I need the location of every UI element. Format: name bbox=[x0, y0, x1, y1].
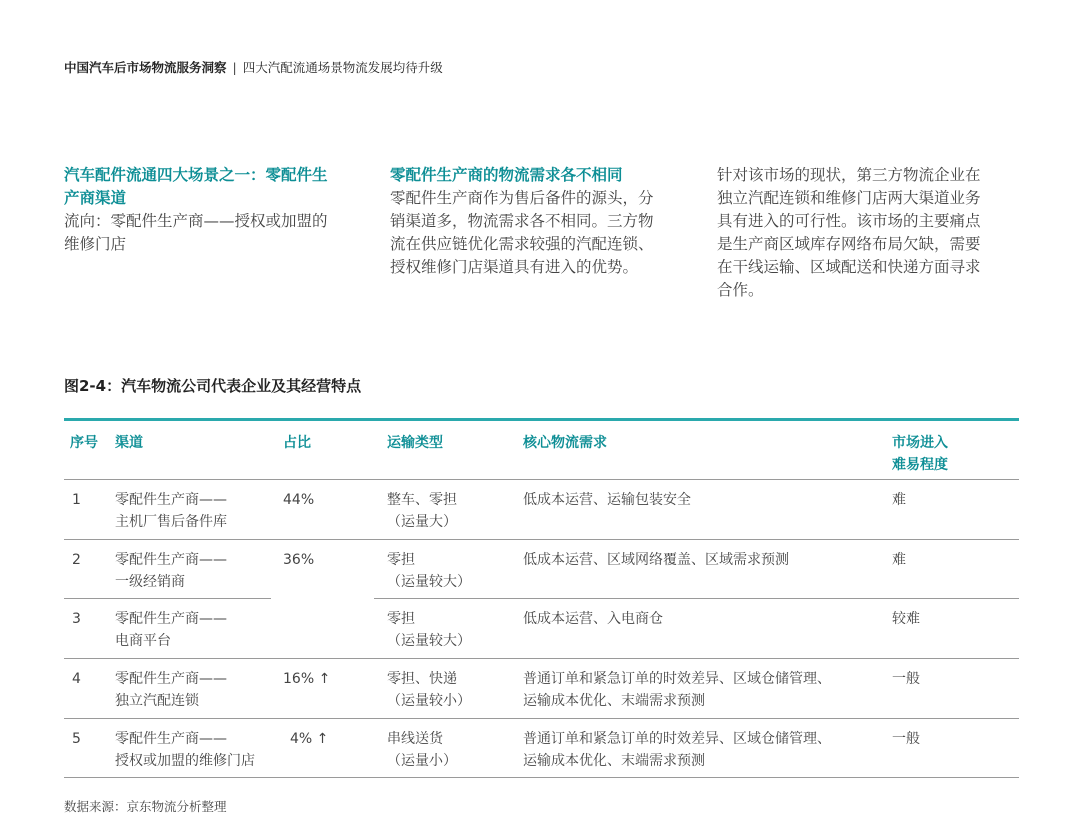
data-source-note: 数据来源：京东物流分析整理 bbox=[64, 799, 227, 814]
row1-transport-line1: 整车、零担 bbox=[387, 492, 457, 508]
table-top-rule bbox=[64, 418, 1019, 421]
row4-channel-line1: 零配件生产商—— bbox=[115, 671, 227, 687]
col3-line1: 针对该市场的现状，第三方物流企业在 bbox=[717, 166, 981, 184]
row4-transport-line1: 零担、快递 bbox=[387, 671, 457, 687]
col2-line2: 销渠道多，物流需求各不相同。三方物 bbox=[390, 212, 654, 230]
row2-rule-right bbox=[374, 598, 1019, 599]
header-no: 序号 bbox=[70, 435, 98, 451]
row4-demand-line1: 普通订单和紧急订单的时效差异、区域仓储管理、 bbox=[523, 671, 831, 687]
col1-heading-line1: 汽车配件流通四大场景之一：零配件生 bbox=[64, 166, 328, 184]
row4-demand bbox=[523, 668, 831, 712]
row5-transport-line1: 串线送货 bbox=[387, 731, 443, 747]
row2-transport-line2: （运量较大） bbox=[387, 574, 471, 590]
col3-line2: 独立汽配连锁和维修门店两大渠道业务 bbox=[717, 189, 981, 207]
page-header bbox=[64, 58, 443, 76]
header-transport: 运输类型 bbox=[387, 435, 443, 451]
row1-no: 1 bbox=[72, 492, 81, 508]
row3-channel-line2: 电商平台 bbox=[115, 633, 171, 649]
col1-line1: 流向：零配件生产商——授权或加盟的 bbox=[64, 212, 328, 230]
row2-channel-line2: 一级经销商 bbox=[115, 574, 185, 590]
row3-transport-line2: （运量较大） bbox=[387, 633, 471, 649]
header-entry-line1: 市场进入 bbox=[892, 435, 948, 451]
col1-heading-line2: 产商渠道 bbox=[64, 189, 127, 207]
table-header-rule bbox=[64, 479, 1019, 480]
row4-share: 16% ↑ bbox=[283, 671, 331, 687]
row1-transport-line2: （运量大） bbox=[387, 514, 457, 530]
row2-channel bbox=[115, 549, 227, 593]
row1-channel bbox=[115, 489, 227, 533]
row5-rule bbox=[64, 777, 1019, 778]
header-entry-line2: 难易程度 bbox=[892, 457, 948, 473]
row4-no: 4 bbox=[72, 671, 81, 687]
row2-rule-left bbox=[64, 598, 271, 599]
row2-channel-line1: 零配件生产商—— bbox=[115, 552, 227, 568]
row5-entry: 一般 bbox=[892, 731, 920, 747]
row1-rule bbox=[64, 539, 1019, 540]
header-share: 占比 bbox=[283, 435, 311, 451]
row2-share: 36% bbox=[283, 552, 315, 568]
header-separator: | bbox=[232, 60, 237, 75]
col1-heading bbox=[64, 164, 364, 210]
report-title: 中国汽车后市场物流服务洞察 bbox=[64, 60, 227, 75]
row3-no: 3 bbox=[72, 611, 81, 627]
row1-channel-line2: 主机厂售后备件库 bbox=[115, 514, 227, 530]
row4-transport bbox=[387, 668, 471, 712]
col3-line5: 在干线运输、区域配送和快递方面寻求 bbox=[717, 258, 981, 276]
row3-entry: 较难 bbox=[892, 611, 920, 627]
col2-body bbox=[390, 187, 690, 279]
row3-channel-line1: 零配件生产商—— bbox=[115, 611, 227, 627]
row5-transport-line2: （运量小） bbox=[387, 753, 457, 769]
row2-entry: 难 bbox=[892, 552, 906, 568]
figure-title: 图2-4：汽车物流公司代表企业及其经营特点 bbox=[64, 377, 362, 395]
col2-heading: 零配件生产商的物流需求各不相同 bbox=[390, 166, 623, 184]
header-demand: 核心物流需求 bbox=[523, 435, 607, 451]
row2-transport-line1: 零担 bbox=[387, 552, 415, 568]
row5-share: 4% ↑ bbox=[290, 731, 329, 747]
col2-line1: 零配件生产商作为售后备件的源头，分 bbox=[390, 189, 654, 207]
col3-line3: 具有进入的可行性。该市场的主要痛点 bbox=[717, 212, 981, 230]
row1-channel-line1: 零配件生产商—— bbox=[115, 492, 227, 508]
row5-channel bbox=[115, 728, 255, 772]
col3-line4: 是生产商区域库存网络布局欠缺，需要 bbox=[717, 235, 981, 253]
row3-rule bbox=[64, 658, 1019, 659]
row1-entry: 难 bbox=[892, 492, 906, 508]
row3-transport-line1: 零担 bbox=[387, 611, 415, 627]
intro-column-1 bbox=[64, 164, 364, 256]
col2-line4: 授权维修门店渠道具有进入的优势。 bbox=[390, 258, 639, 276]
col3-line6: 合作。 bbox=[717, 281, 764, 299]
row3-channel bbox=[115, 608, 227, 652]
row2-demand: 低成本运营、区域网络覆盖、区域需求预测 bbox=[523, 552, 789, 568]
row5-channel-line1: 零配件生产商—— bbox=[115, 731, 227, 747]
col3-body bbox=[717, 164, 1017, 302]
row5-demand bbox=[523, 728, 831, 772]
row5-no: 5 bbox=[72, 731, 81, 747]
row1-share: 44% bbox=[283, 492, 315, 508]
row1-demand: 低成本运营、运输包装安全 bbox=[523, 492, 691, 508]
row1-transport bbox=[387, 489, 457, 533]
row5-transport bbox=[387, 728, 457, 772]
row4-demand-line2: 运输成本优化、末端需求预测 bbox=[523, 693, 705, 709]
row5-demand-line1: 普通订单和紧急订单的时效差异、区域仓储管理、 bbox=[523, 731, 831, 747]
row4-channel bbox=[115, 668, 227, 712]
row2-no: 2 bbox=[72, 552, 81, 568]
row3-transport bbox=[387, 608, 471, 652]
col1-body bbox=[64, 210, 364, 256]
header-channel: 渠道 bbox=[115, 435, 143, 451]
row5-channel-line2: 授权或加盟的维修门店 bbox=[115, 753, 255, 769]
intro-column-3 bbox=[717, 164, 1017, 302]
row4-rule bbox=[64, 718, 1019, 719]
row2-transport bbox=[387, 549, 471, 593]
row4-transport-line2: （运量较小） bbox=[387, 693, 471, 709]
header-entry bbox=[892, 432, 948, 476]
col1-line2: 维修门店 bbox=[64, 235, 127, 253]
report-subtitle: 四大汽配流通场景物流发展均待升级 bbox=[242, 60, 443, 75]
row4-channel-line2: 独立汽配连锁 bbox=[115, 693, 199, 709]
col2-line3: 流在供应链优化需求较强的汽配连锁、 bbox=[390, 235, 654, 253]
row3-demand: 低成本运营、入电商仓 bbox=[523, 611, 663, 627]
row5-demand-line2: 运输成本优化、末端需求预测 bbox=[523, 753, 705, 769]
intro-column-2 bbox=[390, 164, 690, 279]
row4-entry: 一般 bbox=[892, 671, 920, 687]
